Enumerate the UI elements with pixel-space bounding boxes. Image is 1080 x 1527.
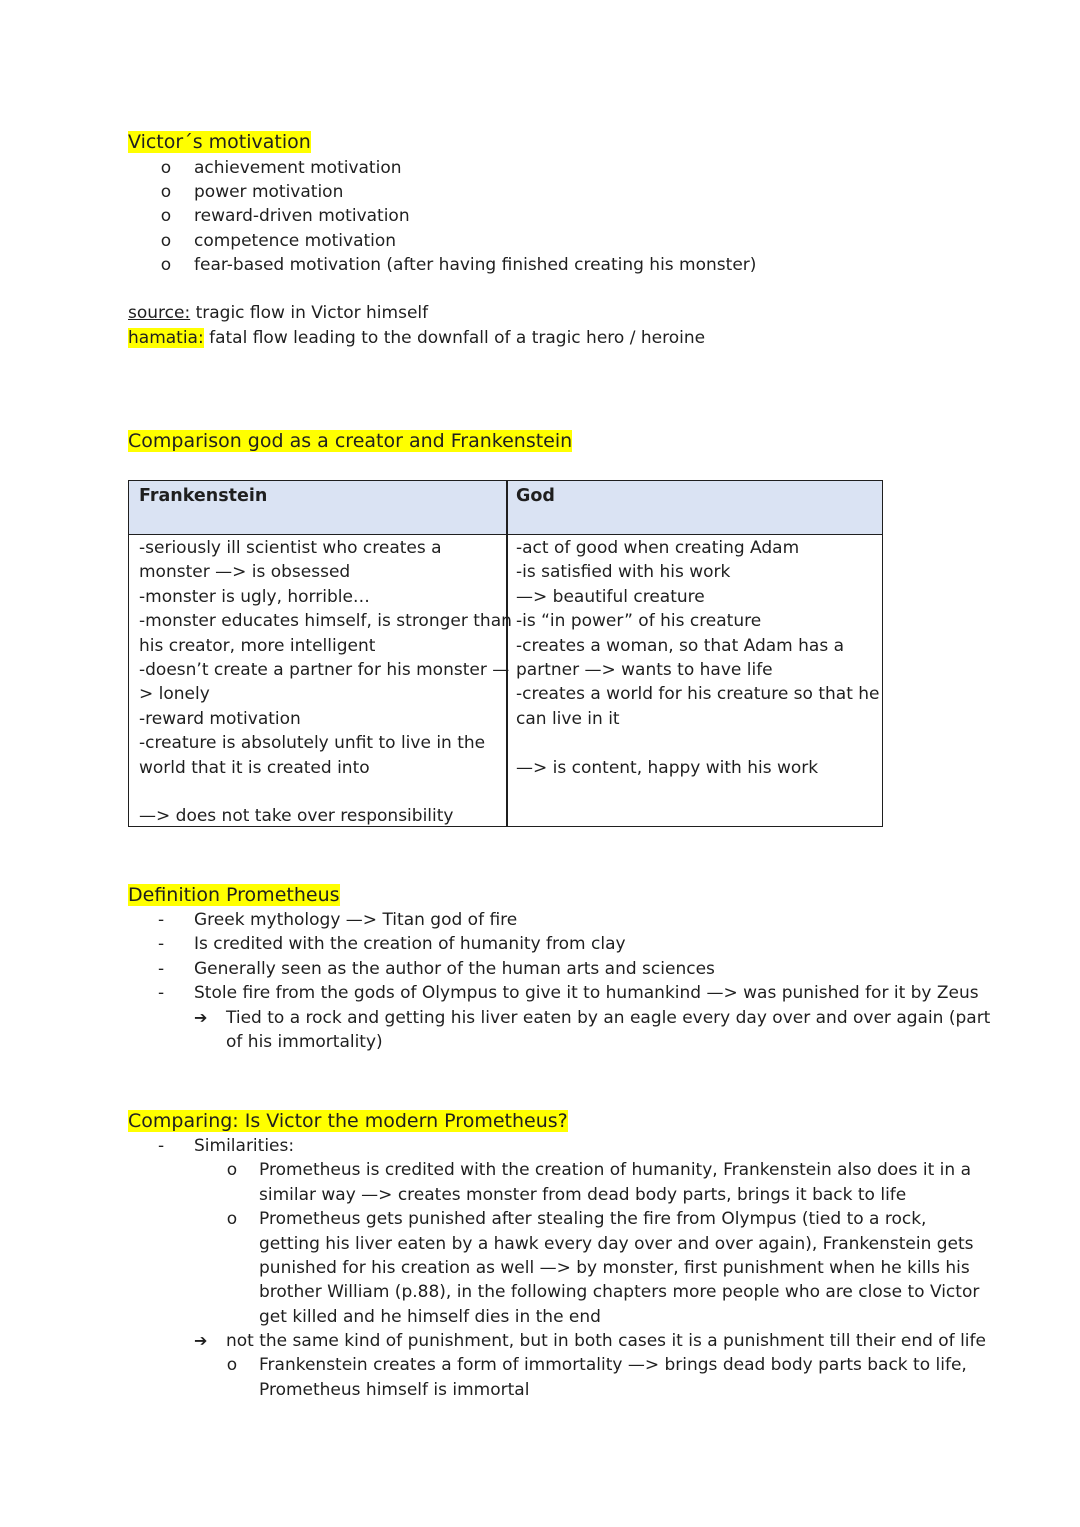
table-line: [139, 780, 512, 804]
list-item: Frankenstein creates a form of immortality —> brings dead body parts back to life,: [259, 1355, 967, 1375]
table-line: -is satisfied with his work: [516, 562, 731, 583]
list-item: Tied to a rock and getting his liver eaten by an eagle every day over and over again (part: [226, 1008, 991, 1028]
list-item-continued: similar way —> creates monster from dead body parts, brings it back to life: [259, 1185, 907, 1205]
table-line: -creature is absolutely unfit to live in the: [139, 733, 486, 754]
prometheus-heading: Definition Prometheus: [128, 884, 340, 906]
col-header-frankenstein: Frankenstein: [139, 486, 268, 506]
hamatia-line: [128, 326, 705, 350]
table-line: [516, 731, 880, 755]
frankenstein-cell: [139, 536, 512, 829]
list-dash: -: [158, 910, 165, 930]
source-text: tragic flow in Victor himself: [190, 303, 429, 323]
list-bullet: o: [226, 1160, 238, 1180]
table-line: partner —> wants to have life: [516, 659, 773, 680]
table-line: -monster is ugly, horrible…: [139, 586, 370, 607]
list-item-continued: getting his liver eaten by a hawk every day over and over again), Frankenstein gets: [259, 1234, 974, 1254]
table-line: can live in it: [516, 708, 620, 729]
list-dash: -: [158, 983, 165, 1003]
table-line: > lonely: [139, 684, 210, 705]
list-dash: -: [158, 1136, 165, 1156]
arrow-icon: ➔: [194, 1008, 208, 1027]
list-item-continued: punished for his creation as well —> by monster, first punishment when he kills his: [259, 1258, 970, 1278]
table-line: -seriously ill scientist who creates a: [139, 538, 442, 558]
table-line: -is “in power” of his creature: [516, 611, 762, 632]
hamatia-label: hamatia:: [128, 328, 204, 348]
table-line: -creates a world for his creature so that he: [516, 684, 880, 705]
table-line: —> does not take over responsibility: [139, 806, 454, 827]
list-item: Stole fire from the gods of Olympus to give it to humankind —> was punished for it by Zeus: [194, 983, 979, 1003]
table-line: —> beautiful creature: [516, 586, 705, 607]
table-line: monster —> is obsessed: [139, 562, 351, 583]
table-line: -doesn’t create a partner for his monster —: [139, 659, 510, 680]
comparison-heading: Comparison god as a creator and Frankenstein: [128, 430, 573, 452]
comparison-table: [128, 480, 883, 827]
list-bullet: o: [160, 182, 172, 202]
list-item-continued: of his immortality): [226, 1032, 383, 1052]
list-item: fear-based motivation (after having finished creating his monster): [194, 255, 757, 275]
motivation-heading: Victor´s motivation: [128, 131, 311, 153]
table-line: his creator, more intelligent: [139, 635, 376, 656]
hamatia-text: fatal flow leading to the downfall of a tragic hero / heroine: [203, 328, 706, 348]
table-line: -act of good when creating Adam: [516, 538, 800, 558]
list-bullet: o: [160, 255, 172, 275]
list-item: Is credited with the creation of humanity from clay: [194, 934, 626, 954]
list-item: power motivation: [194, 182, 344, 202]
list-item: not the same kind of punishment, but in both cases it is a punishment till their end of life: [226, 1331, 986, 1351]
list-item-continued: brother William (p.88), in the following chapters more people who are close to Victor: [259, 1282, 980, 1302]
list-item: Greek mythology —> Titan god of fire: [194, 910, 518, 930]
col-header-god: God: [516, 486, 555, 506]
list-item: competence motivation: [194, 231, 397, 251]
table-line: world that it is created into: [139, 757, 370, 778]
list-bullet: o: [160, 158, 172, 178]
table-line: —> is content, happy with his work: [516, 757, 819, 778]
table-line: -monster educates himself, is stronger than: [139, 611, 512, 632]
list-dash: -: [158, 934, 165, 954]
list-item-continued: get killed and he himself dies in the end: [259, 1307, 601, 1327]
list-item: Prometheus is credited with the creation of humanity, Frankenstein also does it in a: [259, 1160, 971, 1180]
list-bullet: o: [160, 206, 172, 226]
comparing-heading: Comparing: Is Victor the modern Prometheus?: [128, 1110, 568, 1132]
list-item: achievement motivation: [194, 158, 402, 178]
source-line: [128, 301, 428, 325]
list-item: Generally seen as the author of the human arts and sciences: [194, 959, 715, 979]
list-bullet: o: [226, 1209, 238, 1229]
source-label: source:: [128, 303, 191, 323]
god-cell: [516, 536, 880, 780]
list-bullet: o: [226, 1355, 238, 1375]
arrow-icon: ➔: [194, 1331, 208, 1350]
list-dash: -: [158, 959, 165, 979]
similarities-label: Similarities:: [194, 1136, 295, 1156]
list-bullet: o: [160, 231, 172, 251]
list-item: reward-driven motivation: [194, 206, 410, 226]
table-line: -reward motivation: [139, 708, 301, 729]
table-line: -creates a woman, so that Adam has a: [516, 635, 845, 656]
list-item: Prometheus gets punished after stealing the fire from Olympus (tied to a rock,: [259, 1209, 927, 1229]
list-item-continued: Prometheus himself is immortal: [259, 1380, 530, 1400]
